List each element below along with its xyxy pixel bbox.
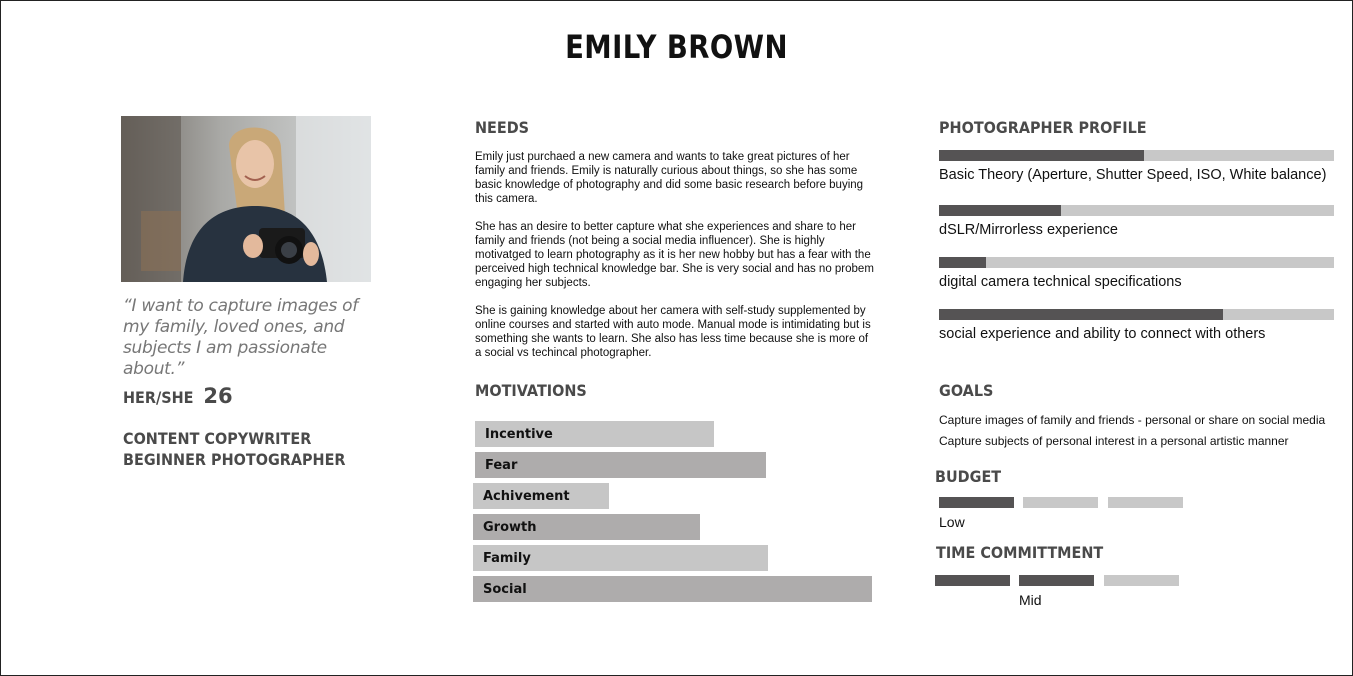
budget-segment <box>1023 497 1098 508</box>
goal-item: Capture subjects of personal interest in a personal artistic manner <box>939 434 1289 448</box>
profile-label-social: social experience and ability to connect with others <box>939 326 1266 342</box>
goals-heading: GOALS <box>939 381 994 400</box>
motivation-bar-social: Social <box>473 576 872 602</box>
profile-bar-dslr <box>939 205 1334 216</box>
persona-name: EMILY BROWN <box>565 28 788 66</box>
profile-label-dslr: dSLR/Mirrorless experience <box>939 222 1118 238</box>
profile-bar-basic-theory <box>939 150 1334 161</box>
time-segment <box>935 575 1010 586</box>
pronoun-age-row <box>123 384 233 408</box>
needs-paragraph: Emily just purchaed a new camera and wants to take great pictures of her family and friends. Emily is naturally curious about things, so she has some basic knowledge of photography and did some basic research before buying this camera. <box>475 151 864 205</box>
goal-item: Capture images of family and friends - personal or share on social media <box>939 413 1326 427</box>
persona-quote: “I want to capture images of my family, loved ones, and subjects I am passionate about.” <box>123 296 358 379</box>
profile-bar-fill <box>939 150 1144 161</box>
pronoun-label: HER/SHE <box>123 388 194 407</box>
budget-heading: BUDGET <box>935 467 1002 486</box>
profile-bar-tech-specs <box>939 257 1334 268</box>
profile-heading: PHOTOGRAPHER PROFILE <box>939 118 1147 137</box>
profile-label-tech-specs: digital camera technical specifications <box>939 274 1182 290</box>
profile-bar-fill <box>939 257 986 268</box>
motivation-bar-growth: Growth <box>473 514 700 540</box>
motivation-bar-achivement: Achivement <box>473 483 609 509</box>
motivations-heading: MOTIVATIONS <box>475 381 587 400</box>
age-value: 26 <box>203 384 233 408</box>
profile-bar-fill <box>939 205 1061 216</box>
time-level: Mid <box>1019 592 1042 608</box>
roles-list <box>123 428 370 470</box>
time-segment <box>1104 575 1179 586</box>
time-segment <box>1019 575 1094 586</box>
budget-segment <box>939 497 1014 508</box>
profile-bar-social <box>939 309 1334 320</box>
motivation-bar-incentive: Incentive <box>475 421 714 447</box>
role-item: CONTENT COPYWRITER <box>123 429 312 448</box>
profile-label-basic-theory: Basic Theory (Aperture, Shutter Speed, ISO, White balance) <box>939 167 1327 183</box>
profile-bar-fill <box>939 309 1223 320</box>
needs-heading: NEEDS <box>475 118 530 137</box>
budget-level: Low <box>939 514 965 530</box>
motivation-bar-family: Family <box>473 545 768 571</box>
time-heading: TIME COMMITTMENT <box>936 543 1104 562</box>
needs-paragraph: She is gaining knowledge about her camera with self-study supplemented by online courses and started with auto mode. Manual mode is intimidating but is something she wants to learn. She also has less time because she is more of a social vs techincal photographer. <box>475 305 871 359</box>
needs-text <box>475 150 875 374</box>
persona-photo <box>121 116 371 282</box>
needs-paragraph: She has an desire to better capture what she experiences and share to her family and friends (not being a social media influencer). She is highly motivatged to learn photography as it is her new hobby but has a fear with the perceived high technical knowledge bar. She is very social and has no probem engaging her subjects. <box>475 221 874 289</box>
photo-illustration <box>121 116 371 282</box>
role-item: BEGINNER PHOTOGRAPHER <box>123 450 346 469</box>
motivation-bar-fear: Fear <box>475 452 766 478</box>
budget-segment <box>1108 497 1183 508</box>
